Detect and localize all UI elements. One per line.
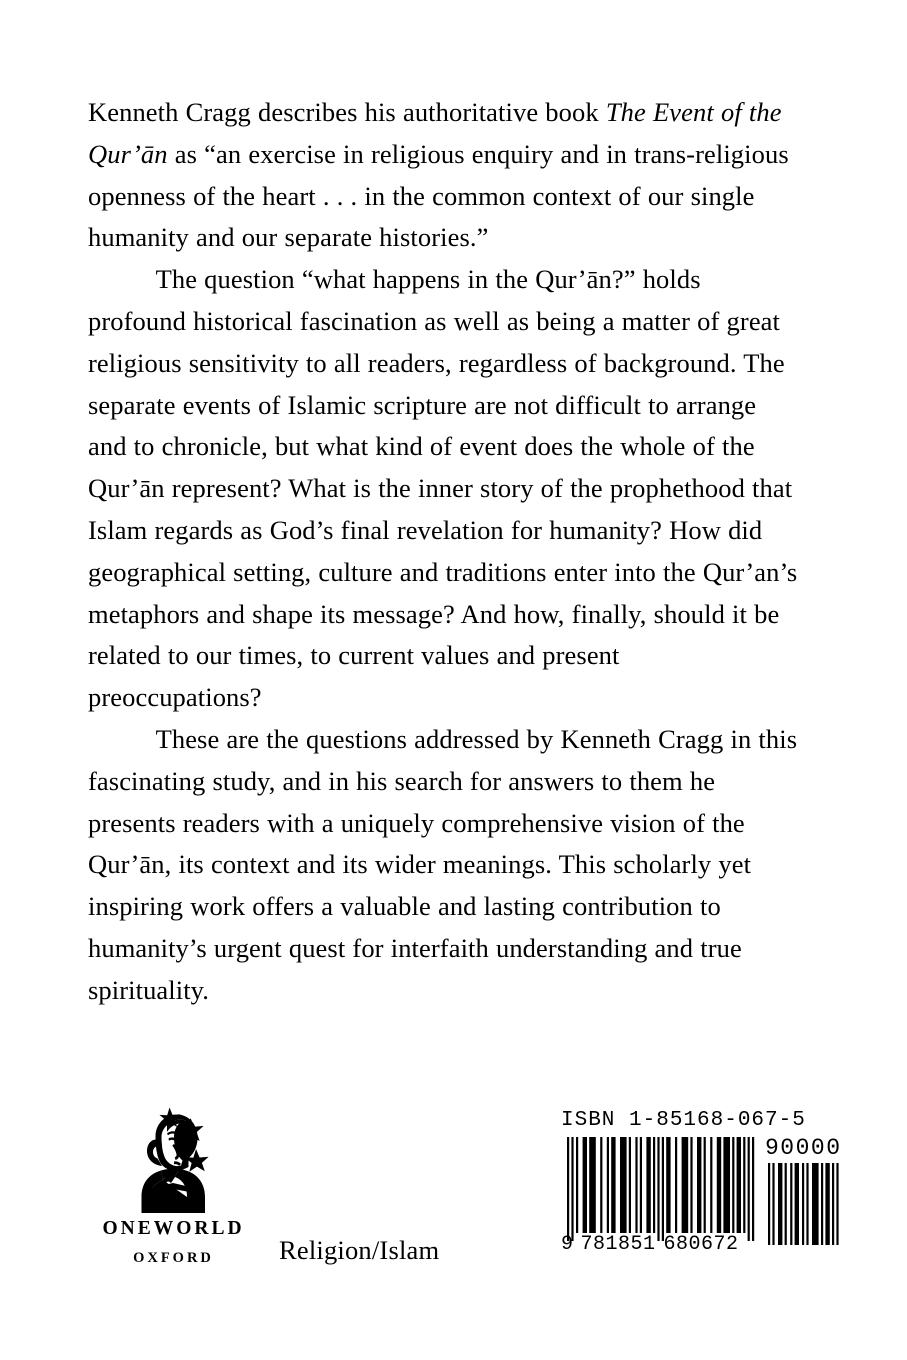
addon-price-digits: 90000	[765, 1135, 842, 1161]
ean5-addon-barcode-icon	[765, 1163, 839, 1245]
publisher-city: OXFORD	[133, 1249, 214, 1266]
ean-left-group: 781851	[580, 1233, 656, 1256]
reader-with-stars-icon	[117, 1105, 227, 1213]
ean13-barcode-icon	[561, 1137, 757, 1241]
blurb-run-text: as “an exercise in religious enquiry and in trans-religious openness of the heart . . . in the common context of our single humanity and our separate histories.”	[88, 138, 789, 253]
blurb-paragraph-3	[88, 719, 800, 1012]
blurb-run-text: These are the questions addressed by Kenneth Cragg in this fascinating study, and in his search for answers to them he presents readers with a uniquely comprehensive vision of the Qur’ān, its context and its wider meanings. This scholarly yet inspiring work offers a valuable and lasting contribution to humanity’s urgent quest for interfaith understanding and true spirituality.	[88, 723, 798, 1005]
ean5-addon	[765, 1135, 842, 1245]
book-title-italic: The Event of the Qur’ān	[88, 97, 782, 169]
blurb-run-text: The question “what happens in the Qur’ān?” holds profound historical fascination as well as being a matter of great religious sensitivity to all readers, regardless of background. The separate events of Islamic scripture are not difficult to arrange and to chronicle, but what kind of event does the whole of the Qur’ān represent? What is the inner story of the prophethood that Islam regards as God’s final revelation for humanity? How did geographical setting, culture and traditions enter into the Qur’an’s metaphors and shape its message? And how, finally, should it be related to our times, to current values and present preoccupations?	[88, 264, 798, 713]
publisher-logo-block	[96, 1105, 248, 1265]
ean-right-group: 680672	[663, 1233, 739, 1256]
blurb-paragraph-2	[88, 259, 800, 719]
subject-category-label: Religion/Islam	[279, 1235, 440, 1265]
blurb-run-text: Kenneth Cragg describes his authoritative book	[88, 97, 606, 127]
barcode-row	[561, 1135, 842, 1256]
blurb-text-block	[88, 92, 800, 1012]
publisher-name: ONEWORLD	[102, 1218, 245, 1239]
cover-footer	[0, 1085, 907, 1315]
barcode-block	[561, 1109, 842, 1256]
ean13-human-readable	[561, 1235, 757, 1255]
ean13-barcode	[561, 1137, 757, 1255]
ean-lead-digit: 9	[561, 1233, 574, 1256]
isbn-label: ISBN 1-85168-067-5	[561, 1109, 806, 1132]
blurb-paragraph-1	[88, 92, 800, 259]
